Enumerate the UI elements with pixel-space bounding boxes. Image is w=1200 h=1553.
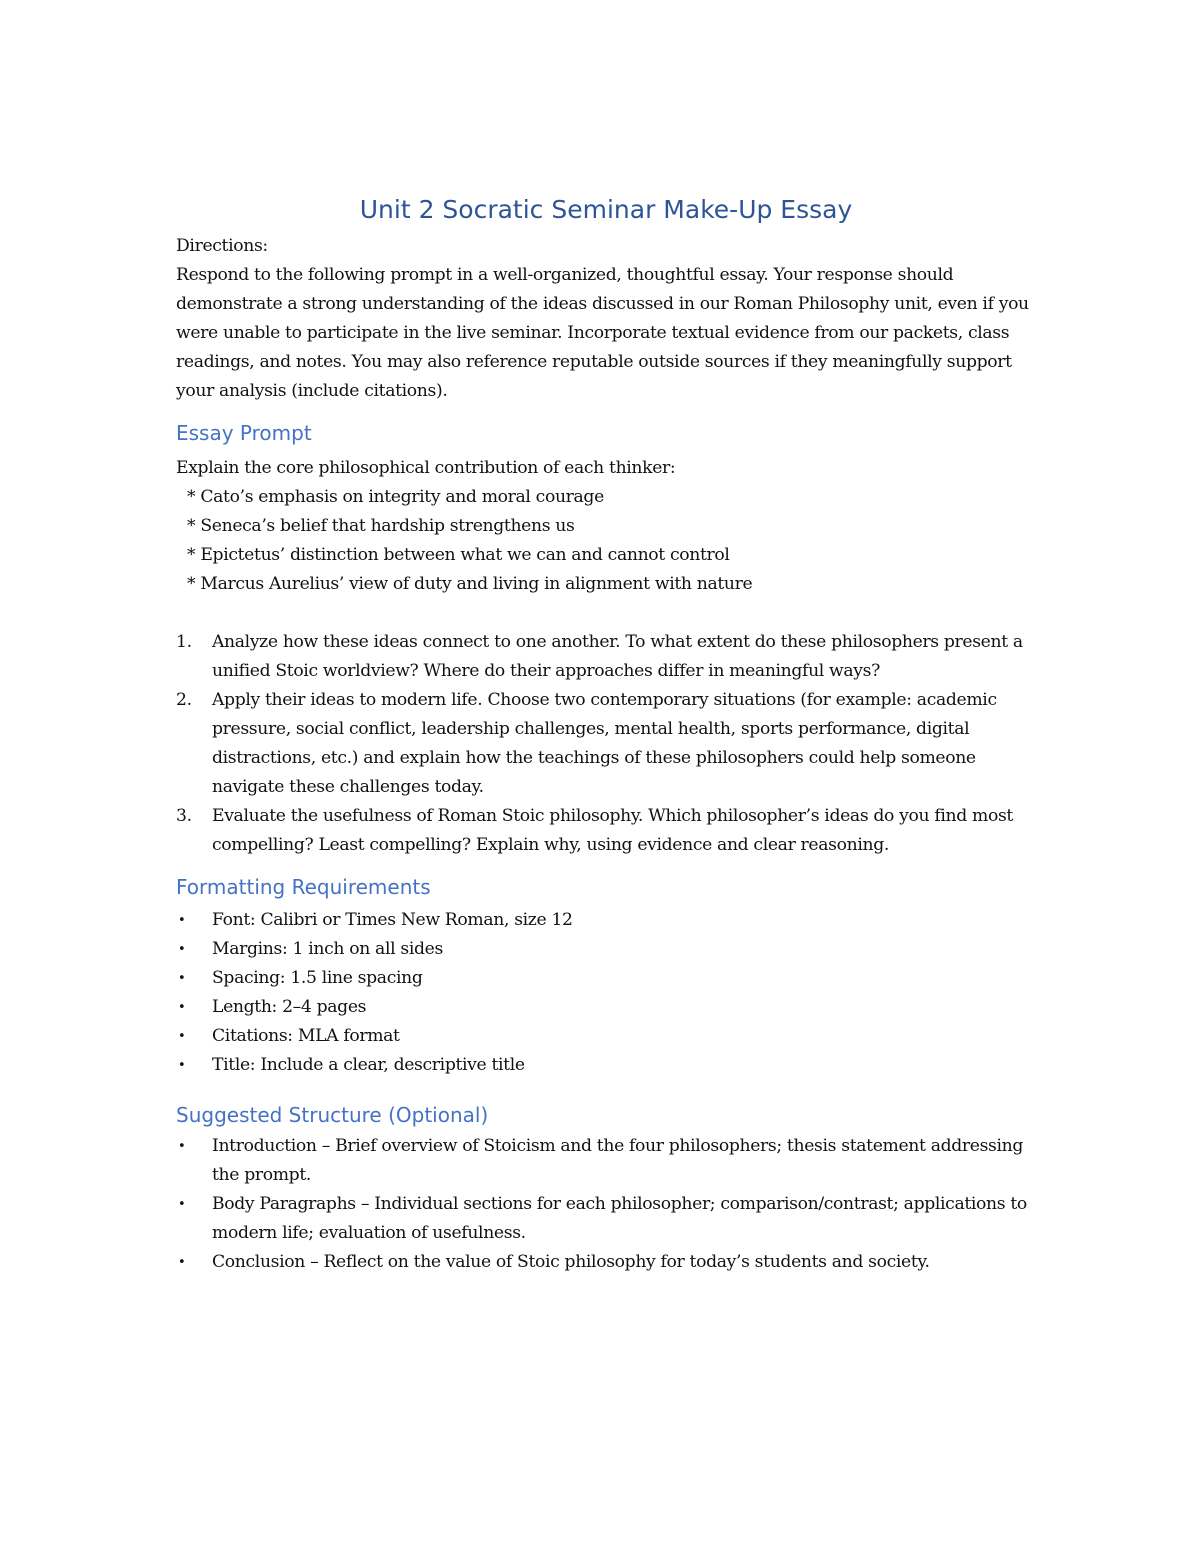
- bullet-icon: •: [178, 913, 186, 928]
- task-number: 1.: [176, 632, 192, 652]
- formatting-item: [176, 1022, 1036, 1051]
- bullet-icon: •: [178, 971, 186, 986]
- essay-prompt-heading: Essay Prompt: [176, 421, 312, 445]
- document-body: [176, 190, 1036, 1277]
- formatting-text: Title: Include a clear, descriptive title: [212, 1055, 525, 1075]
- document-title: Unit 2 Socratic Seminar Make-Up Essay: [359, 195, 853, 224]
- structure-item: [176, 1190, 1036, 1248]
- formatting-text: Length: 2–4 pages: [212, 997, 367, 1017]
- task-text: Analyze how these ideas connect to one another. To what extent do these philosophers present a unified Stoic worldview? Where do their approaches differ in meaningful ways?: [212, 632, 1023, 681]
- directions-label: Directions:: [176, 236, 268, 256]
- task-number: 2.: [176, 690, 192, 710]
- bullet-icon: •: [178, 1255, 186, 1270]
- structure-text: Introduction – Brief overview of Stoicism and the four philosophers; thesis statement addressing the prompt.: [212, 1136, 1024, 1185]
- task-item: [176, 686, 1036, 802]
- thinker-item: * Seneca’s belief that hardship strengthens us: [187, 516, 575, 536]
- task-list: [176, 628, 1036, 860]
- blank-line: [176, 599, 1036, 628]
- formatting-heading: Formatting Requirements: [176, 875, 431, 899]
- task-number: 3.: [176, 806, 192, 826]
- formatting-item: [176, 906, 1036, 935]
- structure-item: [176, 1132, 1036, 1190]
- formatting-item: [176, 935, 1036, 964]
- bullet-icon: •: [178, 1058, 186, 1073]
- thinker-item: * Cato’s emphasis on integrity and moral courage: [187, 487, 604, 507]
- bullet-icon: •: [178, 1139, 186, 1154]
- formatting-text: Margins: 1 inch on all sides: [212, 939, 443, 959]
- thinker-item: * Marcus Aurelius’ view of duty and living in alignment with nature: [187, 574, 753, 594]
- directions-text: Respond to the following prompt in a well-organized, thoughtful essay. Your response should demonstrate a strong understanding of the ideas discussed in our Roman Philosophy unit, even if you were unable to participate in the live seminar. Incorporate textual evidence from our packets, class readings, and notes. You may also reference reputable outside sources if they meaningfully support your analysis (include citations).: [176, 265, 1029, 401]
- formatting-item: [176, 1051, 1036, 1080]
- formatting-text: Font: Calibri or Times New Roman, size 12: [212, 910, 573, 930]
- thinker-list: [176, 483, 1036, 599]
- task-item: [176, 802, 1036, 860]
- bullet-icon: •: [178, 1029, 186, 1044]
- structure-text: Body Paragraphs – Individual sections for each philosopher; comparison/contrast; applications to modern life; evaluation of usefulness.: [212, 1194, 1027, 1243]
- formatting-item: [176, 964, 1036, 993]
- bullet-icon: •: [178, 942, 186, 957]
- task-text: Evaluate the usefulness of Roman Stoic philosophy. Which philosopher’s ideas do you find most compelling? Least compelling? Explain why, using evidence and clear reasoning.: [212, 806, 1013, 855]
- task-item: [176, 628, 1036, 686]
- thinker-item: * Epictetus’ distinction between what we can and cannot control: [187, 545, 730, 565]
- task-text: Apply their ideas to modern life. Choose two contemporary situations (for example: academic pressure, social conflict, leadership challenges, mental health, sports performance, digital distractions, etc.) and explain how the teachings of these philosophers could help someone navigate these challenges today.: [212, 690, 997, 797]
- structure-heading: Suggested Structure (Optional): [176, 1103, 489, 1127]
- formatting-item: [176, 993, 1036, 1022]
- formatting-text: Spacing: 1.5 line spacing: [212, 968, 423, 988]
- structure-item: [176, 1248, 1036, 1277]
- essay-prompt-intro: Explain the core philosophical contribution of each thinker:: [176, 458, 676, 478]
- structure-list: [176, 1132, 1036, 1277]
- bullet-icon: •: [178, 1000, 186, 1015]
- formatting-text: Citations: MLA format: [212, 1026, 400, 1046]
- structure-text: Conclusion – Reflect on the value of Stoic philosophy for today’s students and society.: [212, 1252, 930, 1272]
- formatting-list: [176, 906, 1036, 1080]
- bullet-icon: •: [178, 1197, 186, 1212]
